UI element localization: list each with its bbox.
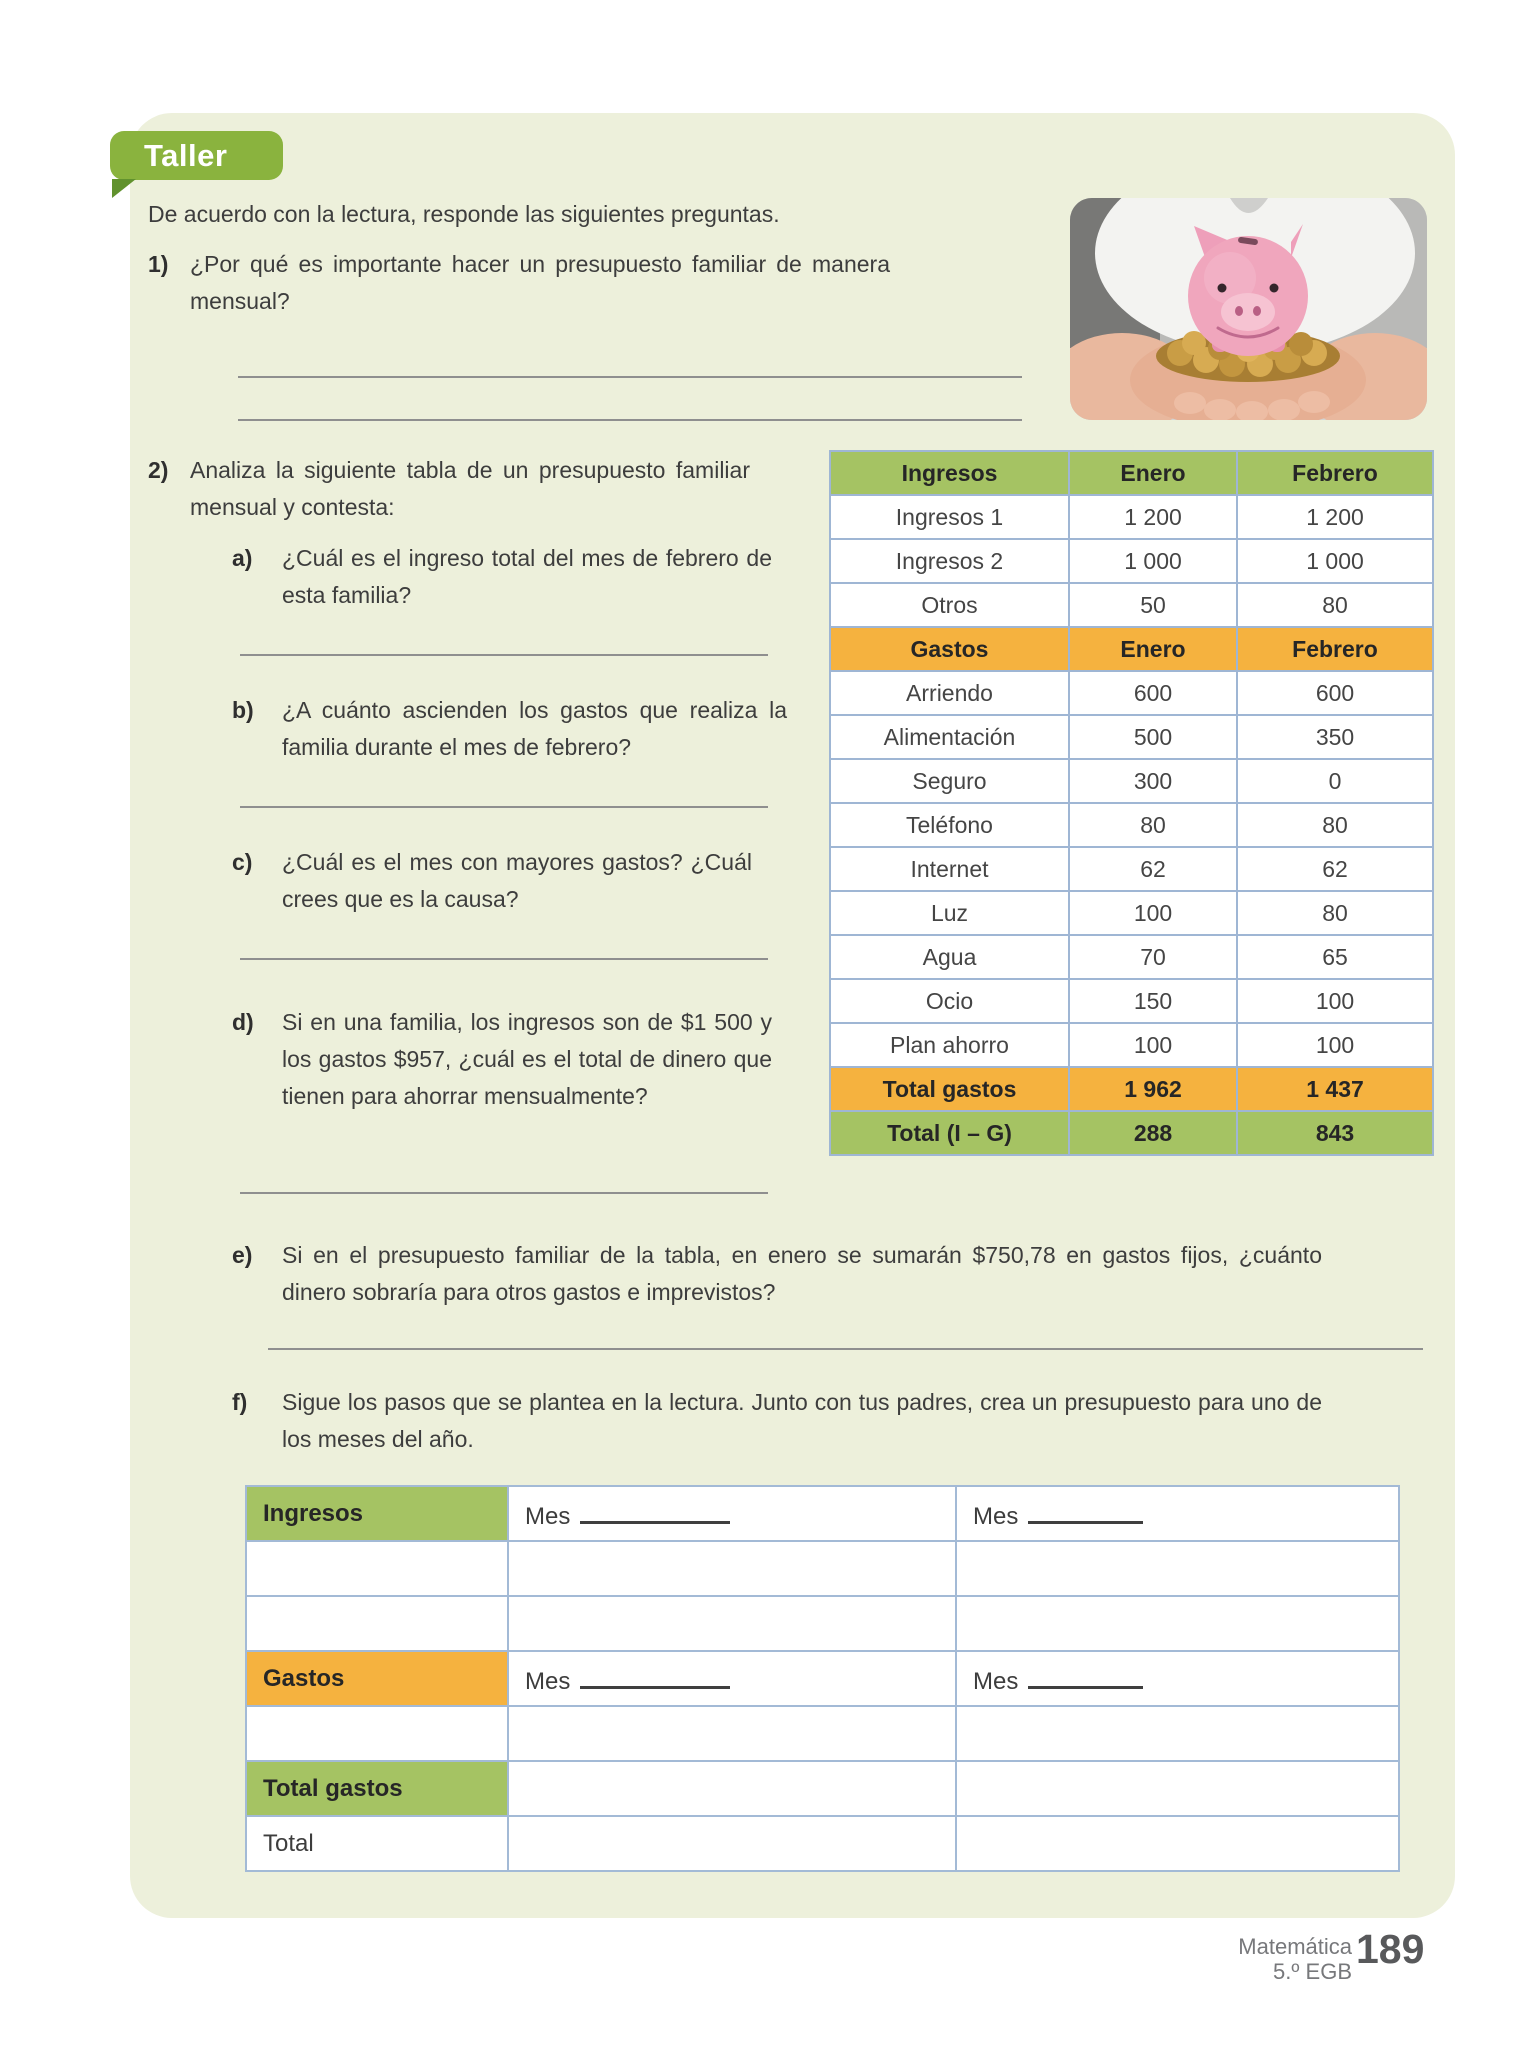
budget-table-cell: 62 <box>1069 847 1237 891</box>
item-b-letter: b) <box>232 697 254 723</box>
budget-table-cell: 100 <box>1237 979 1433 1023</box>
blank-table-row <box>246 1816 1399 1871</box>
blank-table-cell <box>508 1596 956 1651</box>
budget-table-cell: 100 <box>1069 891 1237 935</box>
month-fill-in-cell <box>508 1486 956 1541</box>
piggy-bank-illustration <box>1070 198 1427 420</box>
month-label: Mes <box>973 1502 1019 1530</box>
blank-table-cell: Total <box>246 1816 508 1871</box>
budget-table-row <box>830 627 1433 671</box>
answer-line-e <box>268 1348 1423 1350</box>
item-f-text: Sigue los pasos que se plantea en la lectura. Junto con tus padres, crea un presupuesto para uno de los meses del año. <box>282 1389 1322 1452</box>
budget-table-cell: 62 <box>1237 847 1433 891</box>
month-fill-in-cell <box>956 1651 1399 1706</box>
month-label: Mes <box>525 1667 571 1695</box>
question-2-text: Analiza la siguiente tabla de un presupuesto familiar mensual y contesta: <box>190 457 750 520</box>
budget-table-cell: 600 <box>1069 671 1237 715</box>
budget-table-row <box>830 1067 1433 1111</box>
budget-table-cell: Ingresos 1 <box>830 495 1069 539</box>
budget-table-cell: 288 <box>1069 1111 1237 1155</box>
footer-brand <box>1040 1934 1352 1984</box>
blank-table-cell: Ingresos <box>246 1486 508 1541</box>
budget-table-cell: 100 <box>1069 1023 1237 1067</box>
piggy-bank-photo <box>1070 198 1427 420</box>
budget-table-cell: Enero <box>1069 627 1237 671</box>
blank-budget-table <box>245 1485 1400 1872</box>
blank-table-row <box>246 1651 1399 1706</box>
budget-table-cell: Agua <box>830 935 1069 979</box>
budget-table-cell: Seguro <box>830 759 1069 803</box>
budget-table-cell: Gastos <box>830 627 1069 671</box>
blank-table-row <box>246 1541 1399 1596</box>
item-d-text: Si en una familia, los ingresos son de $1 500 y los gastos $957, ¿cuál es el total de dinero que tienen para ahorrar mensualmente? <box>282 1009 772 1109</box>
blank-table-cell: Total gastos <box>246 1761 508 1816</box>
budget-table-cell: 80 <box>1237 583 1433 627</box>
budget-table-cell: 300 <box>1069 759 1237 803</box>
blank-table-row <box>246 1596 1399 1651</box>
answer-line-d <box>240 1192 768 1194</box>
item-e-letter: e) <box>232 1242 253 1268</box>
budget-table-cell: 70 <box>1069 935 1237 979</box>
budget-table-cell: Febrero <box>1237 451 1433 495</box>
budget-table-cell: 843 <box>1237 1111 1433 1155</box>
budget-table-row <box>830 671 1433 715</box>
budget-table-cell: 500 <box>1069 715 1237 759</box>
question-1-text: ¿Por qué es importante hacer un presupuesto familiar de manera mensual? <box>190 251 890 314</box>
budget-table-row <box>830 539 1433 583</box>
item-f-letter: f) <box>232 1389 248 1415</box>
budget-table-row <box>830 803 1433 847</box>
month-label: Mes <box>973 1667 1019 1695</box>
budget-table-cell: Total gastos <box>830 1067 1069 1111</box>
answer-line-c <box>240 958 768 960</box>
answer-line-a <box>240 654 768 656</box>
answer-line-b <box>240 806 768 808</box>
blank-table-cell <box>956 1761 1399 1816</box>
budget-table-cell: Otros <box>830 583 1069 627</box>
month-fill-in-cell <box>508 1651 956 1706</box>
footer-grade: 5.º EGB <box>1273 1959 1352 1984</box>
budget-table-row <box>830 891 1433 935</box>
budget-table-row <box>830 935 1433 979</box>
blank-table-cell <box>508 1706 956 1761</box>
budget-table-cell: 80 <box>1237 891 1433 935</box>
blank-table-cell <box>246 1706 508 1761</box>
budget-table-cell: Enero <box>1069 451 1237 495</box>
blank-table-cell <box>508 1541 956 1596</box>
blank-table-cell <box>956 1596 1399 1651</box>
budget-table-cell: 1 000 <box>1237 539 1433 583</box>
budget-table-row <box>830 1111 1433 1155</box>
budget-table-cell: 1 200 <box>1237 495 1433 539</box>
footer-subject: Matemática <box>1238 1934 1352 1959</box>
budget-table-cell: Ocio <box>830 979 1069 1023</box>
blank-table-cell <box>508 1761 956 1816</box>
budget-table-cell: Ingresos 2 <box>830 539 1069 583</box>
item-c-letter: c) <box>232 849 253 875</box>
month-write-in-line <box>1028 1662 1143 1689</box>
budget-table-cell: 1 200 <box>1069 495 1237 539</box>
month-label: Mes <box>525 1502 571 1530</box>
budget-table <box>829 450 1434 1156</box>
budget-table-row <box>830 1023 1433 1067</box>
budget-table-cell: Plan ahorro <box>830 1023 1069 1067</box>
month-write-in-line <box>580 1497 730 1524</box>
budget-table-cell: 1 437 <box>1237 1067 1433 1111</box>
item-a-text: ¿Cuál es el ingreso total del mes de febrero de esta familia? <box>282 545 772 608</box>
item-a-letter: a) <box>232 545 253 571</box>
budget-table-cell: 0 <box>1237 759 1433 803</box>
month-write-in-line <box>1028 1497 1143 1524</box>
budget-table-cell: 65 <box>1237 935 1433 979</box>
question-2-number: 2) <box>148 457 169 483</box>
budget-table-row <box>830 759 1433 803</box>
intro-text: De acuerdo con la lectura, responde las siguientes preguntas. <box>148 201 780 227</box>
budget-table-cell: 150 <box>1069 979 1237 1023</box>
budget-table-cell: 80 <box>1237 803 1433 847</box>
blank-table-cell <box>508 1816 956 1871</box>
blank-table-cell <box>956 1816 1399 1871</box>
blank-table-row <box>246 1761 1399 1816</box>
blank-table-cell <box>956 1541 1399 1596</box>
answer-line-q1-b <box>238 419 1022 421</box>
month-write-in-line <box>580 1662 730 1689</box>
blank-table-row <box>246 1706 1399 1761</box>
budget-table-cell: Total (I – G) <box>830 1111 1069 1155</box>
budget-table-row <box>830 583 1433 627</box>
taller-tag-label: Taller <box>144 137 228 173</box>
budget-table-cell: 1 000 <box>1069 539 1237 583</box>
budget-table-row <box>830 715 1433 759</box>
question-1-number: 1) <box>148 251 169 277</box>
budget-table-cell: Luz <box>830 891 1069 935</box>
budget-table-row <box>830 847 1433 891</box>
budget-table-cell: Teléfono <box>830 803 1069 847</box>
blank-table-row <box>246 1486 1399 1541</box>
budget-table-cell: 1 962 <box>1069 1067 1237 1111</box>
budget-table-cell: 80 <box>1069 803 1237 847</box>
budget-table-cell: 100 <box>1237 1023 1433 1067</box>
blank-table-cell <box>246 1596 508 1651</box>
blank-table-cell <box>956 1706 1399 1761</box>
budget-table-cell: 350 <box>1237 715 1433 759</box>
budget-table-cell: 50 <box>1069 583 1237 627</box>
blank-table-cell: Gastos <box>246 1651 508 1706</box>
budget-table-cell: 600 <box>1237 671 1433 715</box>
budget-table-cell: Ingresos <box>830 451 1069 495</box>
budget-table-row <box>830 451 1433 495</box>
taller-tag <box>110 131 283 180</box>
budget-table-cell: Arriendo <box>830 671 1069 715</box>
budget-table-cell: Alimentación <box>830 715 1069 759</box>
item-d-letter: d) <box>232 1009 254 1035</box>
budget-table-cell: Febrero <box>1237 627 1433 671</box>
item-e-text: Si en el presupuesto familiar de la tabla, en enero se sumarán $750,78 en gastos fijos, ¿cuánto dinero sobraría para otros gastos e imprevistos? <box>282 1242 1322 1305</box>
budget-table-row <box>830 979 1433 1023</box>
month-fill-in-cell <box>956 1486 1399 1541</box>
blank-table-cell <box>246 1541 508 1596</box>
page-number: 189 <box>1356 1926 1425 1972</box>
budget-table-cell: Internet <box>830 847 1069 891</box>
item-c-text: ¿Cuál es el mes con mayores gastos? ¿Cuál crees que es la causa? <box>282 849 752 912</box>
item-b-text: ¿A cuánto ascienden los gastos que realiza la familia durante el mes de febrero? <box>282 697 787 760</box>
budget-table-row <box>830 495 1433 539</box>
answer-line-q1-a <box>238 376 1022 378</box>
